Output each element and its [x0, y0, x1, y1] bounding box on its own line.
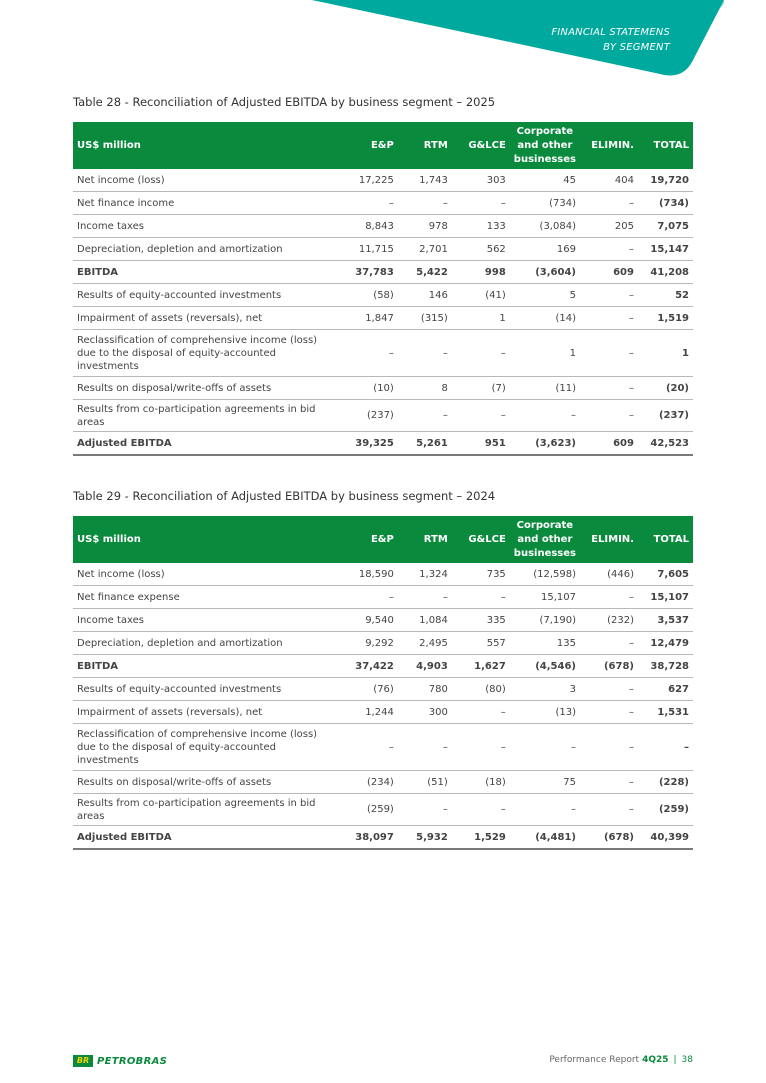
column-header: RTM — [398, 122, 452, 169]
table-row — [73, 586, 693, 609]
table-cell: – — [398, 400, 452, 432]
table-cell: (678) — [580, 655, 638, 678]
table-cell: 11,715 — [328, 238, 398, 261]
table-header-row — [73, 516, 693, 563]
table-cell: 998 — [452, 261, 510, 284]
table-cell: – — [580, 377, 638, 400]
petrobras-logo — [73, 1055, 167, 1067]
table-cell: 75 — [510, 771, 580, 794]
table-cell: 1,084 — [398, 609, 452, 632]
column-header: ELIMIN. — [580, 122, 638, 169]
row-label: EBITDA — [73, 655, 328, 678]
table-cell: – — [510, 794, 580, 826]
table-row — [73, 563, 693, 586]
column-header: Corporate and other businesses — [510, 516, 580, 563]
row-label: Impairment of assets (reversals), net — [73, 307, 328, 330]
table-cell: (678) — [580, 826, 638, 850]
report-label: Performance Report — [549, 1055, 640, 1065]
table-row-adjusted-ebitda — [73, 432, 693, 456]
row-label: Reclassification of comprehensive income (loss) due to the disposal of equity-accounted investments — [73, 330, 328, 377]
row-label: Net income (loss) — [73, 563, 328, 586]
table-cell-total: 19,720 — [638, 169, 693, 192]
table-cell: (734) — [510, 192, 580, 215]
table-cell: – — [580, 330, 638, 377]
column-header: ELIMIN. — [580, 516, 638, 563]
table-cell: – — [452, 586, 510, 609]
table-cell: 5,261 — [398, 432, 452, 456]
table-cell-total: (734) — [638, 192, 693, 215]
table-cell: 39,325 — [328, 432, 398, 456]
table-row — [73, 284, 693, 307]
table-28 — [73, 122, 693, 456]
table-cell: 404 — [580, 169, 638, 192]
row-label: Income taxes — [73, 609, 328, 632]
row-label: Results from co-participation agreements in bid areas — [73, 400, 328, 432]
table-cell: – — [452, 330, 510, 377]
table-cell: 557 — [452, 632, 510, 655]
table-cell: (10) — [328, 377, 398, 400]
table-cell: – — [398, 330, 452, 377]
table-cell: 17,225 — [328, 169, 398, 192]
table-cell: (232) — [580, 609, 638, 632]
table-cell: – — [580, 238, 638, 261]
table-cell: 146 — [398, 284, 452, 307]
table-cell: – — [580, 632, 638, 655]
table-row — [73, 400, 693, 432]
row-label: Adjusted EBITDA — [73, 432, 328, 456]
table-cell: 735 — [452, 563, 510, 586]
table-cell: 1,244 — [328, 701, 398, 724]
table-cell: 1,743 — [398, 169, 452, 192]
column-header: TOTAL — [638, 122, 693, 169]
table-cell-total: 12,479 — [638, 632, 693, 655]
table-cell-total: 1 — [638, 330, 693, 377]
table-cell: (7) — [452, 377, 510, 400]
table-cell: – — [452, 794, 510, 826]
column-header: RTM — [398, 516, 452, 563]
logo-text: PETROBRAS — [97, 1055, 168, 1067]
table-cell: – — [452, 724, 510, 771]
table-29 — [73, 516, 693, 850]
column-header: E&P — [328, 122, 398, 169]
table-cell: – — [580, 400, 638, 432]
table-cell: 37,783 — [328, 261, 398, 284]
page-number: 38 — [681, 1055, 693, 1065]
table-cell: 9,292 — [328, 632, 398, 655]
table-cell: – — [510, 724, 580, 771]
table-cell-total: 627 — [638, 678, 693, 701]
table-cell: 9,540 — [328, 609, 398, 632]
table-cell-total: 7,075 — [638, 215, 693, 238]
row-label: Adjusted EBITDA — [73, 826, 328, 850]
table-cell: (3,604) — [510, 261, 580, 284]
table-cell-total: 52 — [638, 284, 693, 307]
table-row — [73, 724, 693, 771]
table-cell: 45 — [510, 169, 580, 192]
table-cell: – — [452, 400, 510, 432]
table-cell: 562 — [452, 238, 510, 261]
row-label: Net income (loss) — [73, 169, 328, 192]
table-cell-total: 42,523 — [638, 432, 693, 456]
table-row — [73, 632, 693, 655]
table-cell: 8,843 — [328, 215, 398, 238]
table-cell: 1,627 — [452, 655, 510, 678]
table-cell: (58) — [328, 284, 398, 307]
row-label: Results from co-participation agreements in bid areas — [73, 794, 328, 826]
column-header: Corporate and other businesses — [510, 122, 580, 169]
table-cell: 5,422 — [398, 261, 452, 284]
section-title — [410, 25, 670, 55]
table-cell: – — [580, 724, 638, 771]
table-cell: – — [580, 307, 638, 330]
table-cell: 1 — [510, 330, 580, 377]
table-row — [73, 330, 693, 377]
table-cell: – — [398, 192, 452, 215]
table-cell: (14) — [510, 307, 580, 330]
table-cell: (13) — [510, 701, 580, 724]
table-cell-total: 15,107 — [638, 586, 693, 609]
table-cell: – — [580, 678, 638, 701]
table-cell: 2,701 — [398, 238, 452, 261]
table-row — [73, 771, 693, 794]
table-cell: – — [580, 771, 638, 794]
table-cell: 300 — [398, 701, 452, 724]
table-cell: (3,084) — [510, 215, 580, 238]
table-header-row — [73, 122, 693, 169]
row-label: Income taxes — [73, 215, 328, 238]
table-cell: 2,495 — [398, 632, 452, 655]
table-cell-total: 1,519 — [638, 307, 693, 330]
table-cell: 169 — [510, 238, 580, 261]
table-cell: 3 — [510, 678, 580, 701]
table-row-ebitda — [73, 261, 693, 284]
row-label: Results on disposal/write-offs of assets — [73, 377, 328, 400]
column-header: G&LCE — [452, 516, 510, 563]
column-header: G&LCE — [452, 122, 510, 169]
table-cell: – — [398, 724, 452, 771]
table-cell: 335 — [452, 609, 510, 632]
table-cell: 5 — [510, 284, 580, 307]
table-cell: 978 — [398, 215, 452, 238]
table-cell-total: 38,728 — [638, 655, 693, 678]
column-header: US$ million — [73, 122, 328, 169]
table-cell: – — [452, 701, 510, 724]
row-label: EBITDA — [73, 261, 328, 284]
table-row — [73, 794, 693, 826]
table-row — [73, 307, 693, 330]
table-row — [73, 192, 693, 215]
row-label: Net finance income — [73, 192, 328, 215]
table-cell: – — [328, 586, 398, 609]
table-cell: (4,546) — [510, 655, 580, 678]
footer-separator: | — [673, 1055, 677, 1065]
table-cell: – — [580, 701, 638, 724]
table-cell-total: – — [638, 724, 693, 771]
footer-page-info — [549, 1055, 693, 1065]
table-cell: (11) — [510, 377, 580, 400]
table-row — [73, 169, 693, 192]
row-label: Net finance expense — [73, 586, 328, 609]
table-cell: 8 — [398, 377, 452, 400]
table-cell: 205 — [580, 215, 638, 238]
table-cell: 1,847 — [328, 307, 398, 330]
table-cell: 15,107 — [510, 586, 580, 609]
table-cell: (234) — [328, 771, 398, 794]
table-cell: (4,481) — [510, 826, 580, 850]
table-cell-total: 3,537 — [638, 609, 693, 632]
table-cell: – — [452, 192, 510, 215]
table-cell: 609 — [580, 432, 638, 456]
table-cell: (237) — [328, 400, 398, 432]
table-cell: 951 — [452, 432, 510, 456]
table-cell-total: (259) — [638, 794, 693, 826]
table-row-adjusted-ebitda — [73, 826, 693, 850]
table-cell: (80) — [452, 678, 510, 701]
row-label: Depreciation, depletion and amortization — [73, 632, 328, 655]
column-header: TOTAL — [638, 516, 693, 563]
table-cell: – — [328, 192, 398, 215]
table-row — [73, 678, 693, 701]
table-cell-total: 40,399 — [638, 826, 693, 850]
table-cell: 780 — [398, 678, 452, 701]
table-cell: 303 — [452, 169, 510, 192]
table-cell: (51) — [398, 771, 452, 794]
table-cell: (18) — [452, 771, 510, 794]
column-header: US$ million — [73, 516, 328, 563]
table-row — [73, 609, 693, 632]
table-cell-total: 15,147 — [638, 238, 693, 261]
table-cell-total: 1,531 — [638, 701, 693, 724]
table-cell: 133 — [452, 215, 510, 238]
table-cell: – — [398, 586, 452, 609]
table-cell-total: (20) — [638, 377, 693, 400]
table-cell: (259) — [328, 794, 398, 826]
table-cell: 18,590 — [328, 563, 398, 586]
table-row-ebitda — [73, 655, 693, 678]
table-cell-total: 7,605 — [638, 563, 693, 586]
row-label: Results of equity-accounted investments — [73, 678, 328, 701]
table-cell: 4,903 — [398, 655, 452, 678]
table-cell: (315) — [398, 307, 452, 330]
table-cell-total: (228) — [638, 771, 693, 794]
table-cell: – — [328, 724, 398, 771]
row-label: Results on disposal/write-offs of assets — [73, 771, 328, 794]
table-29-title: Table 29 - Reconciliation of Adjusted EBITDA by business segment – 2024 — [73, 489, 496, 503]
table-cell: 609 — [580, 261, 638, 284]
table-row — [73, 238, 693, 261]
table-cell: 5,932 — [398, 826, 452, 850]
table-cell-total: 41,208 — [638, 261, 693, 284]
table-cell: – — [580, 284, 638, 307]
report-quarter: 4Q25 — [642, 1055, 669, 1065]
table-cell: – — [580, 192, 638, 215]
table-row — [73, 377, 693, 400]
table-cell: (41) — [452, 284, 510, 307]
table-cell: (76) — [328, 678, 398, 701]
table-cell: (12,598) — [510, 563, 580, 586]
table-28-title: Table 28 - Reconciliation of Adjusted EBITDA by business segment – 2025 — [73, 95, 496, 109]
table-row — [73, 701, 693, 724]
br-logo-icon: BR — [73, 1055, 93, 1067]
table-cell: 1,529 — [452, 826, 510, 850]
table-cell: – — [580, 586, 638, 609]
row-label: Results of equity-accounted investments — [73, 284, 328, 307]
table-cell: 135 — [510, 632, 580, 655]
table-cell: 38,097 — [328, 826, 398, 850]
table-cell: 37,422 — [328, 655, 398, 678]
table-cell: – — [328, 330, 398, 377]
row-label: Depreciation, depletion and amortization — [73, 238, 328, 261]
table-cell: (7,190) — [510, 609, 580, 632]
column-header: E&P — [328, 516, 398, 563]
table-cell-total: (237) — [638, 400, 693, 432]
section-title-line-2: BY SEGMENT — [603, 42, 670, 53]
table-cell: – — [580, 794, 638, 826]
row-label: Reclassification of comprehensive income (loss) due to the disposal of equity-accounted investments — [73, 724, 328, 771]
table-cell: (3,623) — [510, 432, 580, 456]
table-cell: 1 — [452, 307, 510, 330]
table-cell: – — [510, 400, 580, 432]
table-row — [73, 215, 693, 238]
table-cell: 1,324 — [398, 563, 452, 586]
table-cell: – — [398, 794, 452, 826]
row-label: Impairment of assets (reversals), net — [73, 701, 328, 724]
section-title-line-1: FINANCIAL STATEMENS — [551, 27, 670, 38]
table-cell: (446) — [580, 563, 638, 586]
